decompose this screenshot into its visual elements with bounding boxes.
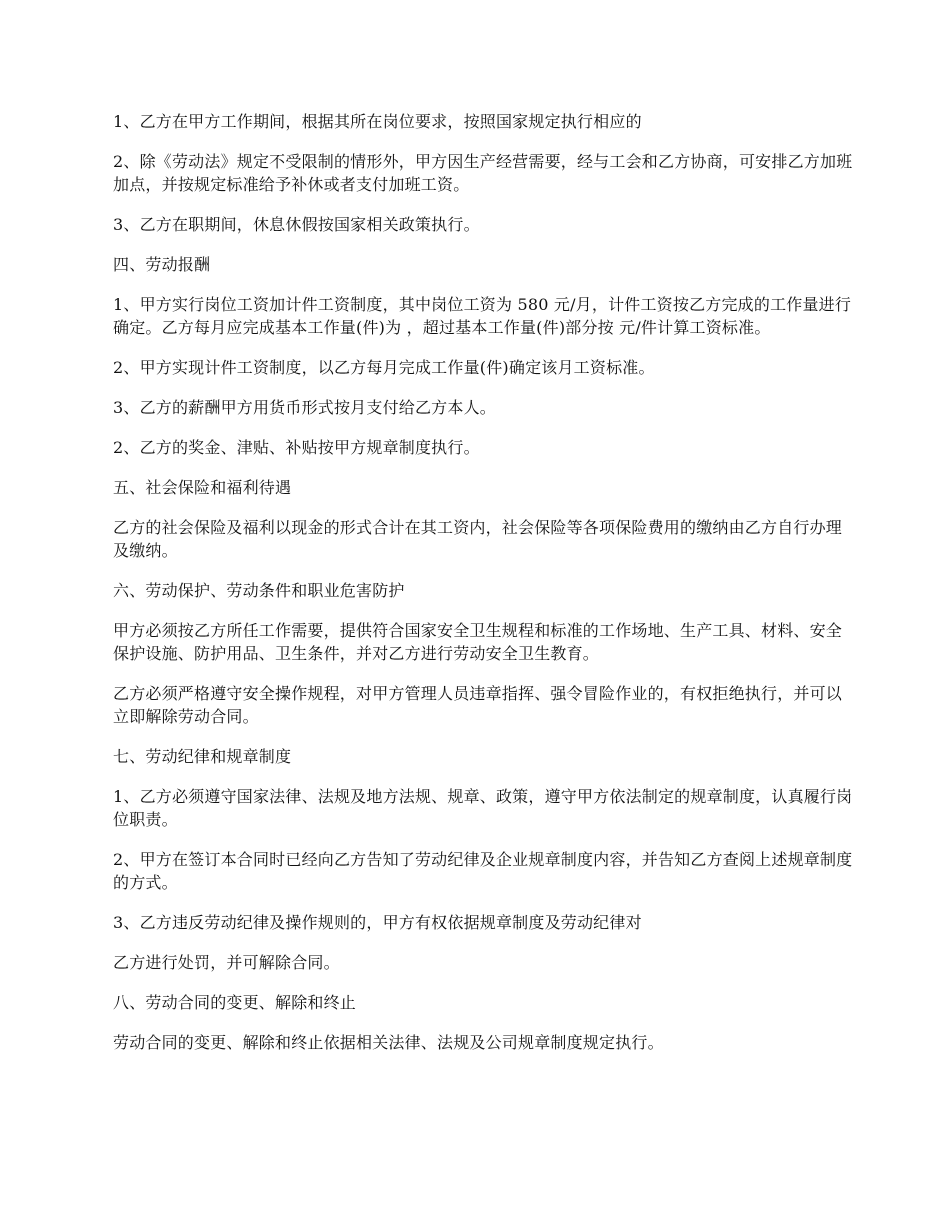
- paragraph-leave: 3、乙方在职期间，休息休假按国家相关政策执行。: [113, 215, 480, 234]
- document-body: [113, 110, 853, 1071]
- paragraph-employer-safety: 甲方必须按乙方所任工作需要，提供符合国家安全卫生规程和标准的工作场地、生产工具、材料、安全保护设施、防护用品、卫生条件，并对乙方进行劳动安全卫生教育。: [113, 621, 843, 663]
- paragraph-penalty: 乙方进行处罚，并可解除合同。: [113, 953, 340, 972]
- paragraph-overtime: 2、除《劳动法》规定不受限制的情形外，甲方因生产经营需要，经与工会和乙方协商，可安排乙方加班加点，并按规定标准给予补休或者支付加班工资。: [113, 152, 853, 194]
- section-heading-protection: 六、劳动保护、劳动条件和职业危害防护: [113, 581, 405, 600]
- paragraph-work-duty: 1、乙方在甲方工作期间，根据其所在岗位要求，按照国家规定执行相应的: [113, 112, 642, 131]
- paragraph-payment: 3、乙方的薪酬甲方用货币形式按月支付给乙方本人。: [113, 398, 496, 417]
- paragraph-piecework: 2、甲方实现计件工资制度，以乙方每月完成工作量(件)确定该月工资标准。: [113, 358, 655, 377]
- paragraph-wage-system: 1、甲方实行岗位工资加计件工资制度，其中岗位工资为 580 元/月，计件工资按乙方完成的工作量进行确定。乙方每月应完成基本工作量(件)为 ，超过基本工作量(件)部分按 元/件计算工资标准。: [113, 295, 852, 337]
- paragraph-insurance: 乙方的社会保险及福利以现金的形式合计在其工资内，社会保险等各项保险费用的缴纳由乙方自行办理及缴纳。: [113, 518, 843, 560]
- paragraph-employee-safety: 乙方必须严格遵守安全操作规程，对甲方管理人员违章指挥、强令冒险作业的，有权拒绝执行，并可以立即解除劳动合同。: [113, 684, 843, 726]
- paragraph-contract-change: 劳动合同的变更、解除和终止依据相关法律、法规及公司规章制度规定执行。: [113, 1033, 664, 1052]
- section-heading-remuneration: 四、劳动报酬: [113, 255, 211, 274]
- section-heading-discipline: 七、劳动纪律和规章制度: [113, 747, 292, 766]
- paragraph-bonus: 2、乙方的奖金、津贴、补贴按甲方规章制度执行。: [113, 438, 480, 457]
- section-heading-insurance: 五、社会保险和福利待遇: [113, 478, 292, 497]
- section-heading-contract-change: 八、劳动合同的变更、解除和终止: [113, 993, 357, 1012]
- paragraph-obey-laws: 1、乙方必须遵守国家法律、法规及地方法规、规章、政策，遵守甲方依法制定的规章制度，认真履行岗位职责。: [113, 787, 853, 829]
- paragraph-rules-notice: 2、甲方在签订本合同时已经向乙方告知了劳动纪律及企业规章制度内容，并告知乙方查阅上述规章制度的方式。: [113, 850, 853, 892]
- paragraph-violation: 3、乙方违反劳动纪律及操作规则的，甲方有权依据规章制度及劳动纪律对: [113, 913, 642, 932]
